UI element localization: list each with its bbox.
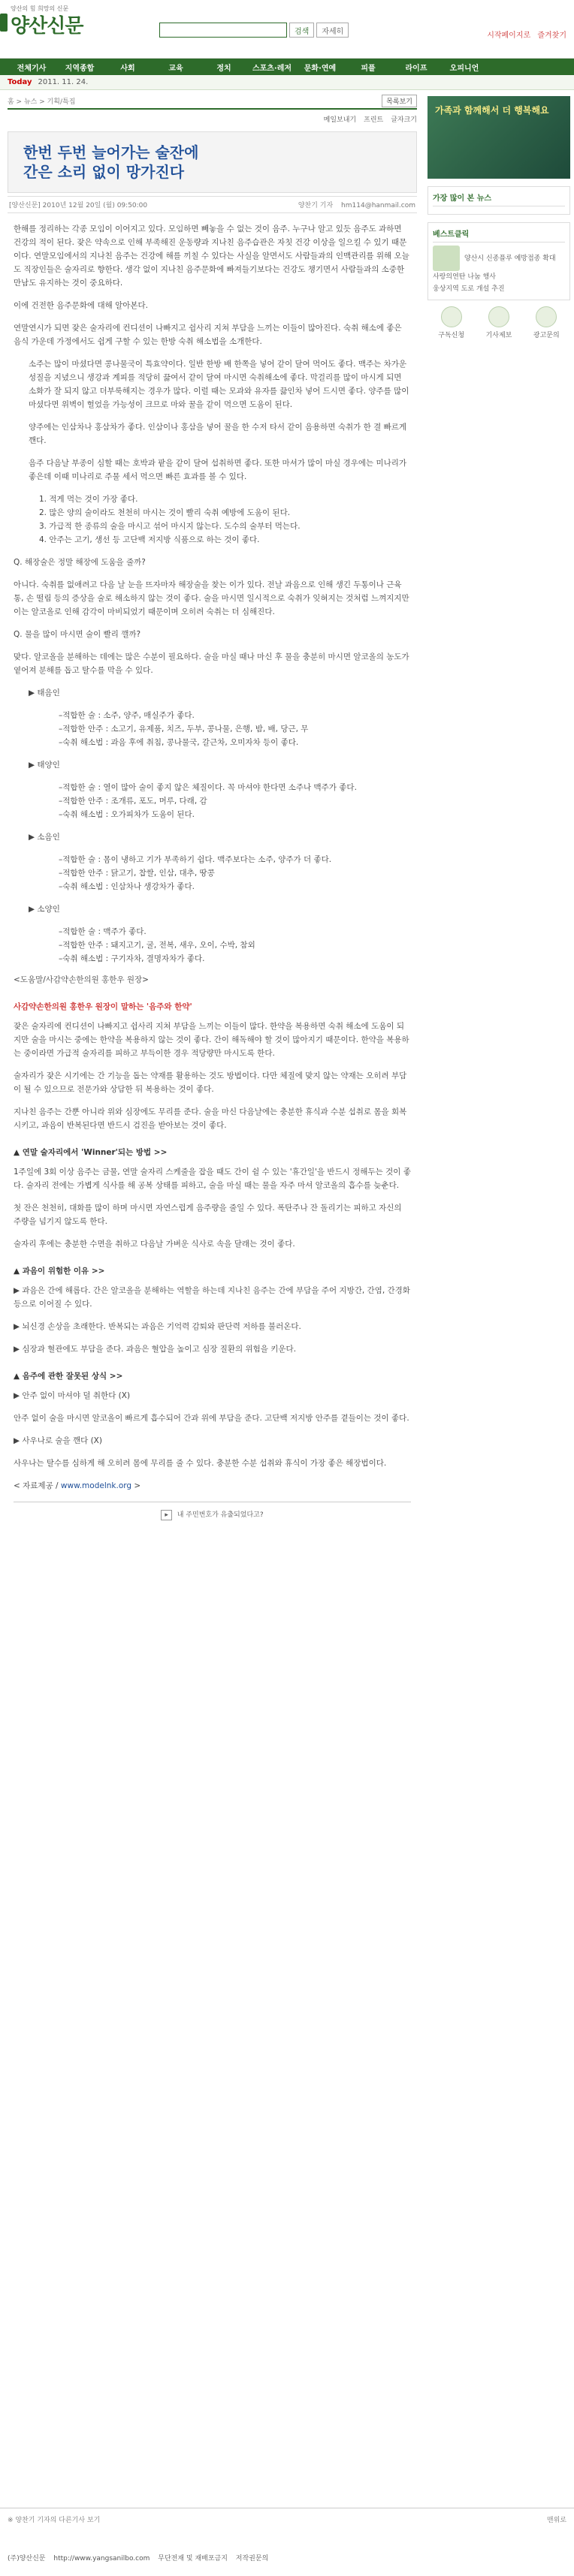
list-button[interactable]: 목록보기: [382, 95, 417, 107]
byline: [8, 196, 417, 213]
headline-line-1: 한번 두번 늘어가는 술잔에: [23, 143, 199, 161]
service-icons: [427, 300, 570, 345]
reference-label: < 자료제공 /: [14, 1481, 61, 1490]
paragraph: 한해를 정리하는 각종 모임이 이어지고 있다. 모임하면 빼놓을 수 없는 것이 음주. 누구나 알고 있듯 음주도 과하면 건강의 적이 된다. 잦은 약속으로 인해 부족해진 운동량과 지나친 음주습관은 자칫 건강 이상을 일으킬 수 있기 때문이다. 연말모임에서의 지나친 음주는 건강에 해를 끼칠 수 있다는 사실을 알면서도 사람들과의 인맥관리를 위해 오늘도 직장인들은 술자리로 향한다. 생각 없이 지나친 음주문화에 빠져들기보다는 건강도 챙기면서 사람들과의 소중한 만남도 유지하는 것이 중요하다.: [14, 224, 409, 288]
paragraph: 이에 건전한 음주문화에 대해 알아본다.: [14, 301, 148, 310]
today-date: 2011. 11. 24.: [38, 78, 89, 86]
nav-item-opinion[interactable]: 오피니언: [449, 64, 479, 73]
link-bookmark[interactable]: 즐겨찾기: [537, 32, 566, 40]
search-bar: [159, 23, 349, 38]
constitution-line: –적합한 술 : 몸이 냉하고 기가 부족하기 쉽다. 맥주보다는 소주, 양주가 더 좋다.: [59, 855, 332, 864]
reference-link[interactable]: www.modelnk.org: [60, 1481, 132, 1490]
mail-button[interactable]: 메일보내기: [323, 116, 357, 124]
logo-tagline: 양산의 힘 희망의 신문: [11, 5, 69, 12]
section-title: ▲ 연말 술자리에서 'Winner'되는 방법 >>: [14, 1148, 168, 1157]
today-label: Today: [8, 78, 32, 86]
main-nav: [0, 59, 574, 75]
section-title: ▲ 음주에 관한 잘못된 상식 >>: [14, 1372, 123, 1381]
paragraph: 지나친 음주는 간뿐 아니라 위와 심장에도 무리를 준다. 술을 마신 다음날에는 충분한 휴식과 수분 섭취로 몸을 회복시키고, 과음이 반복된다면 반드시 검진을 받아보는 것이 좋다.: [14, 1107, 407, 1130]
reference-line: [14, 1479, 411, 1493]
paragraph: 사우나는 탈수를 심하게 해 오히려 몸에 무리를 줄 수 있다. 충분한 수분 섭취와 휴식이 가장 좋은 해장법이다.: [14, 1459, 387, 1468]
footer-bottom: [8, 2553, 274, 2562]
paragraph: ▶ 안주 없이 마셔야 덜 취한다 (X): [14, 1391, 131, 1400]
paragraph: ▶ 심장과 혈관에도 부담을 준다. 과음은 혈압을 높이고 심장 질환의 위험을 키운다.: [14, 1345, 297, 1354]
ad-inquiry-button[interactable]: 광고문의: [533, 306, 560, 339]
paragraph: 술자리 후에는 충분한 수면을 취하고 다음날 가벼운 식사로 속을 달래는 것이 좋다.: [14, 1240, 295, 1249]
tips-list: [29, 493, 411, 547]
constitution-line: –적합한 안주 : 소고기, 유제품, 치즈, 두부, 콩나물, 은행, 밤, 배, 당근, 무: [59, 725, 309, 734]
paragraph: 1주일에 3회 이상 음주는 금물, 연말 술자리 스케줄을 잡을 때도 간이 쉴 수 있는 '휴간일'을 반드시 정해두는 것이 좋다. 술자리 전에는 가볍게 식사를 해 공복 상태를 피하고, 술을 마실 때는 물을 자주 마셔 알코올의 흡수를 늦춘다.: [14, 1167, 411, 1190]
side-banner[interactable]: [427, 96, 570, 179]
nav-item-society[interactable]: 사회: [120, 64, 135, 73]
constitution-line: –적합한 술 : 소주, 양주, 매실주가 좋다.: [59, 711, 195, 720]
best-click-section: [427, 222, 570, 300]
constitution-line: –적합한 술 : 맥주가 좋다.: [59, 927, 147, 936]
nav-item-local[interactable]: 지역종합: [65, 64, 95, 73]
paragraph: 안주 없이 술을 마시면 알코올이 빠르게 흡수되어 간과 위에 부담을 준다. 고단백 저지방 안주를 곁들이는 것이 좋다.: [14, 1414, 409, 1423]
more-by-reporter-link[interactable]: ※ 양찬기 기자의 다른기사 보기: [8, 2517, 101, 2524]
search-input[interactable]: [159, 23, 287, 38]
font-size-button[interactable]: 글자크기: [391, 116, 417, 124]
section-title: ▲ 과음이 위험한 이유 >>: [14, 1267, 105, 1276]
paragraph: 연말연시가 되면 잦은 술자리에 컨디션이 나빠지고 쉽사리 지쳐 부담을 느끼는 이들이 많아진다. 숙취 해소에 좋은 음식 가운데 가정에서도 쉽게 구할 수 있는 한방 숙취 해소법을 소개한다.: [14, 324, 402, 346]
constitution-line: –숙취 해소법 : 구기자차, 결명자차가 좋다.: [59, 954, 205, 963]
footer-rights-link[interactable]: 저작권문의: [235, 2555, 269, 2562]
paragraph: 양주에는 인삼차나 홍삼차가 좋다. 인삼이나 홍삼을 넣어 꿀을 한 수저 타서 같이 음용하면 숙취가 한 결 빠르게 깬다.: [29, 423, 407, 445]
top-links: [482, 29, 566, 40]
list-item: 2. 많은 양의 술이라도 천천히 마시는 것이 빨리 숙취 예방에 도움이 된다.: [39, 508, 291, 517]
qa-answer: 맞다. 알코올을 분해하는 데에는 많은 수분이 필요하다. 술을 마실 때나 마신 후 물을 충분히 마시면 알코올의 농도가 옅어져 분해를 돕고 탈수를 막을 수 있다.: [14, 652, 409, 675]
footer-url[interactable]: http://www.yangsanilbo.com: [53, 2555, 150, 2562]
side-link[interactable]: 사랑의연탄 나눔 행사: [433, 273, 496, 281]
paragraph: 첫 잔은 천천히, 대화를 많이 하며 마시면 자연스럽게 음주량을 줄일 수 있다. 폭탄주나 잔 돌리기는 피하고 자신의 주량을 넘기지 않도록 한다.: [14, 1204, 402, 1226]
sidebar: [427, 96, 570, 1531]
source-credit: <도움말/사감약손한의원 홍한우 원장>: [14, 975, 149, 984]
breadcrumb[interactable]: 홈 > 뉴스 > 기획/특집: [8, 98, 76, 106]
nav-item-life[interactable]: 라이프: [405, 64, 427, 73]
today-bar: [0, 75, 574, 90]
constitution-line: –적합한 술 : 열이 많아 술이 좋지 않은 체질이다. 꼭 마셔야 한다면 소주나 맥주가 좋다.: [59, 783, 357, 792]
side-link[interactable]: 양산시 신종플루 예방접종 확대: [433, 246, 565, 271]
article-body: [8, 213, 417, 1531]
list-item: 4. 안주는 고기, 생선 등 고단백 저지방 식품으로 하는 것이 좋다.: [39, 535, 260, 544]
nav-item-people[interactable]: 피플: [361, 64, 376, 73]
publish-date: [양산신문] 2010년 12월 20일 (월) 09:50:00: [9, 202, 148, 209]
related-article-link[interactable]: 내 주민번호가 유출되었다고?: [177, 1511, 264, 1519]
headline-box: [8, 131, 417, 193]
ad-icon: [536, 306, 557, 327]
constitution-line: –적합한 안주 : 돼지고기, 굴, 전복, 새우, 오이, 수박, 참외: [59, 941, 255, 950]
link-start-page[interactable]: 시작페이지로: [487, 32, 531, 40]
thumbnail-image: [433, 246, 460, 271]
site-header: [0, 0, 574, 59]
paragraph: ▶ 사우나로 술을 깬다 (X): [14, 1436, 102, 1445]
constitution-title: ▶ 태양인: [29, 761, 60, 770]
paragraph: ▶ 과음은 간에 해롭다. 간은 알코올을 분해하는 역할을 하는데 지나친 음주는 간에 부담을 주어 지방간, 간염, 간경화 등으로 이어질 수 있다.: [14, 1286, 410, 1309]
nav-item-all[interactable]: 전체기사: [17, 64, 47, 73]
banner-title: 가족과 함께해서 더 행복해요: [435, 105, 549, 116]
paragraph: ▶ 뇌신경 손상을 초래한다. 반복되는 과음은 기억력 감퇴와 판단력 저하를 불러온다.: [14, 1322, 301, 1331]
constitution-block: [29, 686, 411, 966]
nav-item-politics[interactable]: 정치: [216, 64, 231, 73]
report-icon: [488, 306, 509, 327]
constitution-line: –적합한 안주 : 조개류, 포도, 머루, 다래, 감: [59, 797, 207, 806]
nav-item-culture[interactable]: 문화·연예: [304, 64, 337, 73]
qa-question: Q. 물을 많이 마시면 술이 빨리 깰까?: [14, 630, 141, 639]
report-button[interactable]: 기사제보: [486, 306, 512, 339]
nav-item-education[interactable]: 교육: [168, 64, 183, 73]
constitution-title: ▶ 소양인: [29, 905, 60, 914]
paragraph: 음주 다음날 부종이 심할 때는 호박과 팥을 같이 달여 섭취하면 좋다. 또한 마셔가 많이 마실 경우에는 미나리가 좋은데 이때 미나리로 주물 세서 먹으면 빠른 효과를 볼 수 있다.: [29, 459, 407, 481]
subscribe-button[interactable]: 구독신청: [438, 306, 464, 339]
byline-right: [292, 200, 415, 209]
breadcrumb-row: [8, 96, 417, 110]
section-title: 사감약손한의원 홍한우 원장이 말하는 '음주와 한약': [14, 1002, 192, 1011]
site-logo[interactable]: 양산신문: [11, 15, 83, 38]
paragraph: 소주는 많이 마셨다면 콩나물국이 특효약이다. 일반 한방 배 한쪽을 넣어 같이 달여 먹어도 좋다. 맥주는 차가운 성질을 지녔으니 생강과 계피를 적당히 끓여서 같이 달여 마시면 숙취해소에 좋다. 막걸리를 많이 마시게 되면 소화가 잘 되지 않고 더부룩해지는 경우가 많다. 이럴 때는 모과와 유자를 끓인차 넣어 드시면 좋다. 양주를 많이 마셨다면 위벽이 헐었을 가능성이 크므로 마와 꿀을 같이 먹으면 도움이 된다.: [29, 360, 409, 409]
article-column: [8, 96, 417, 1531]
related-article-icon[interactable]: ▸: [161, 1510, 172, 1520]
search-button[interactable]: 검색: [289, 23, 314, 38]
constitution-line: –적합한 안주 : 닭고기, 찹쌀, 인삼, 대추, 땅콩: [59, 869, 215, 878]
print-button[interactable]: 프린트: [364, 116, 384, 124]
reporter-name[interactable]: 양찬기 기자: [298, 202, 334, 209]
page-layout: [0, 90, 574, 1531]
paragraph: 잦은 술자리에 컨디션이 나빠지고 쉽사리 지쳐 부담을 느끼는 이들이 많다. 한약을 복용하면 숙취 해소에 도움이 되지만 술을 마시는 중에는 한약을 복용하지 않는 것이 좋다. 간이 해독해야 할 것이 많아지기 때문이다. 한약을 복용하는 중이라면 가급적 술자리를 피하고 부득이한 경우 적당량만 마시도록 한다.: [14, 1022, 409, 1058]
footer-company: (주)양산신문: [8, 2555, 46, 2562]
article-tools: [8, 110, 417, 128]
qa-question: Q. 해장술은 정말 해장에 도움을 줄까?: [14, 558, 146, 567]
reporter-email[interactable]: hm114@hanmail.com: [341, 202, 415, 209]
qa-answer: 아니다. 숙취를 없애려고 다음 날 눈을 뜨자마자 해장술을 찾는 이가 있다. 전날 과음으로 인해 생긴 두통이나 근육통, 손 떨림 등의 증상을 술로 해소하지 않는 것이 좋다. 술을 마시면 일시적으로 숙취가 잊혀지는 것처럼 느껴지지만 이는 알코올로 인해 감각이 마비되었기 때문이며 오히려 숙취는 더 심해진다.: [14, 580, 409, 616]
footer-copyright: 무단전재 및 재배포금지: [158, 2555, 228, 2562]
logo-mark-icon: [0, 14, 8, 32]
page-footer: [0, 2508, 574, 2530]
most-viewed-title: 가장 많이 본 뉴스: [433, 191, 565, 206]
paragraph: 술자리가 잦은 시기에는 간 기능을 돕는 약재를 활용하는 것도 방법이다. 다만 체질에 맞지 않는 약재는 오히려 부담이 될 수 있으므로 전문가와 상담한 뒤 복용하는 것이 좋다.: [14, 1071, 407, 1094]
back-to-top-link[interactable]: 맨위로: [546, 2517, 566, 2524]
best-click-title: 베스트클릭: [433, 227, 565, 243]
nav-item-sports[interactable]: 스포츠·레저: [252, 64, 292, 73]
list-item: 3. 가급적 한 종류의 술을 마시고 섞어 마시지 않는다. 도수의 술부터 먹는다.: [39, 522, 301, 531]
article-footer: [14, 1502, 411, 1522]
subscribe-icon: [441, 306, 462, 327]
constitution-line: –숙취 해소법 : 인삼차나 생강차가 좋다.: [59, 882, 195, 891]
most-viewed-section: [427, 186, 570, 215]
detail-search-button[interactable]: 자세히: [316, 23, 349, 38]
headline-line-2: 간은 소리 없이 망가진다: [23, 163, 185, 181]
constitution-line: –숙취 해소법 : 과음 후에 취침, 콩나물국, 갈근차, 오미자차 등이 좋다.: [59, 738, 299, 747]
side-link[interactable]: 웅상지역 도로 개설 추진: [433, 285, 505, 293]
list-item: 1. 적게 먹는 것이 가장 좋다.: [39, 495, 138, 504]
reference-end: >: [131, 1481, 141, 1490]
constitution-title: ▶ 태음인: [29, 688, 60, 697]
constitution-title: ▶ 소음인: [29, 833, 60, 842]
constitution-line: –숙취 해소법 : 오가피차가 도움이 된다.: [59, 810, 195, 819]
